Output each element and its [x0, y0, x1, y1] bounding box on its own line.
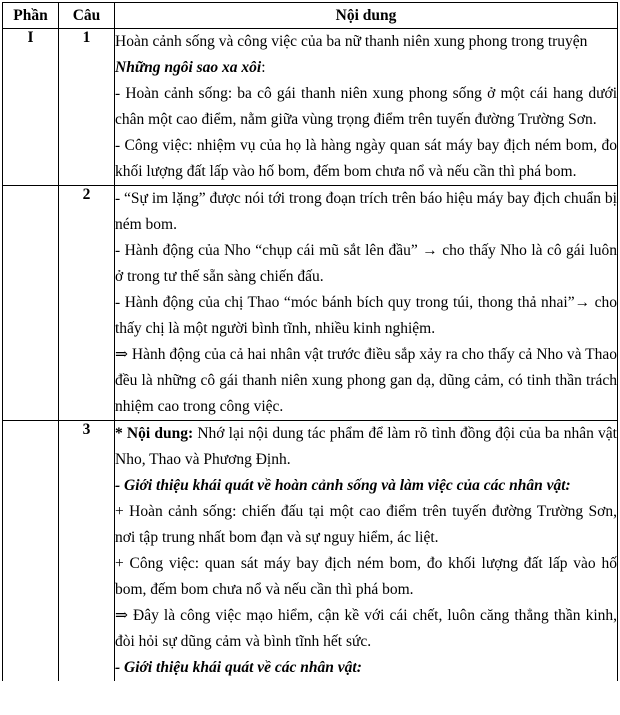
- story-title: Những ngôi sao xa xôi: [115, 59, 262, 76]
- content-line: ⇒ Hành động của cả hai nhân vật trước điều sắp xảy ra cho thấy cả Nho và Thao đều là những cô gái thanh niên xung phong gan dạ, dũng cảm, có tinh thần trách nhiệm cao trong công việc.: [115, 346, 617, 415]
- part-cell: I: [3, 29, 59, 186]
- table-row: [3, 29, 618, 186]
- answer-table: [2, 2, 618, 681]
- content-text: :: [261, 59, 266, 76]
- content-line: - “Sự im lặng” được nói tới trong đoạn trích trên báo hiệu máy bay địch chuẩn bị ném bom.: [115, 190, 617, 233]
- content-line: - Hành động của chị Thao “móc bánh bích quy trong túi, thong thả nhai”→ cho thấy chị là một người bình tĩnh, nhiều kinh nghiệm.: [115, 294, 617, 337]
- content-line: [115, 421, 617, 473]
- content-line: - Công việc: nhiệm vụ của họ là hàng ngày quan sát máy bay địch ném bom, đo khối lượng đất lấp vào hố bom, đếm bom chưa nổ và nếu cần thì phá bom.: [115, 137, 617, 180]
- content-line: - Hoàn cảnh sống: ba cô gái thanh niên xung phong sống ở một cái hang dưới chân một cao điểm, nằm giữa vùng trọng điểm trên tuyến đường Trường Sơn.: [115, 85, 617, 128]
- content-line: - Hành động của Nho “chụp cái mũ sắt lên đầu” → cho thấy Nho là cô gái luôn ở trong tư thế sẵn sàng chiến đấu.: [115, 242, 617, 285]
- header-part: Phần: [3, 3, 59, 29]
- content-text: Nhớ lại nội dung tác phẩm để làm rõ tình đồng đội của ba nhân vật Nho, Thao và Phương Định.: [115, 425, 617, 468]
- part-cell: [3, 186, 59, 421]
- content-cell: [115, 29, 618, 186]
- section-heading: - Giới thiệu khái quát về các nhân vật:: [115, 659, 362, 676]
- content-cell: [115, 186, 618, 421]
- content-line: + Công việc: quan sát máy bay địch ném bom, đo khối lượng đất lấp vào hố bom, đếm bom chưa nổ và nếu cần thì phá bom.: [115, 555, 617, 598]
- content-line: [115, 29, 617, 81]
- question-cell: 2: [59, 186, 115, 421]
- content-heading: * Nội dung:: [115, 425, 194, 442]
- table-row: [3, 186, 618, 421]
- content-cell: [115, 421, 618, 682]
- part-cell: [3, 421, 59, 682]
- content-line: ⇒ Đây là công việc mạo hiểm, cận kề với cái chết, luôn căng thẳng thần kinh, đòi hỏi sự dũng cảm và bình tĩnh hết sức.: [115, 607, 617, 650]
- question-cell: 3: [59, 421, 115, 682]
- header-question: Câu: [59, 3, 115, 29]
- content-text: Hoàn cảnh sống và công việc của ba nữ thanh niên xung phong trong truyện: [115, 33, 588, 50]
- header-row: [3, 3, 618, 29]
- content-line: + Hoàn cảnh sống: chiến đấu tại một cao điểm trên tuyến đường Trường Sơn, nơi tập trung nhất bom đạn và sự nguy hiểm, ác liệt.: [115, 503, 617, 546]
- section-heading: - Giới thiệu khái quát về hoàn cảnh sống và làm việc của các nhân vật:: [115, 477, 571, 494]
- question-cell: 1: [59, 29, 115, 186]
- header-content: Nội dung: [115, 3, 618, 29]
- table-row: [3, 421, 618, 682]
